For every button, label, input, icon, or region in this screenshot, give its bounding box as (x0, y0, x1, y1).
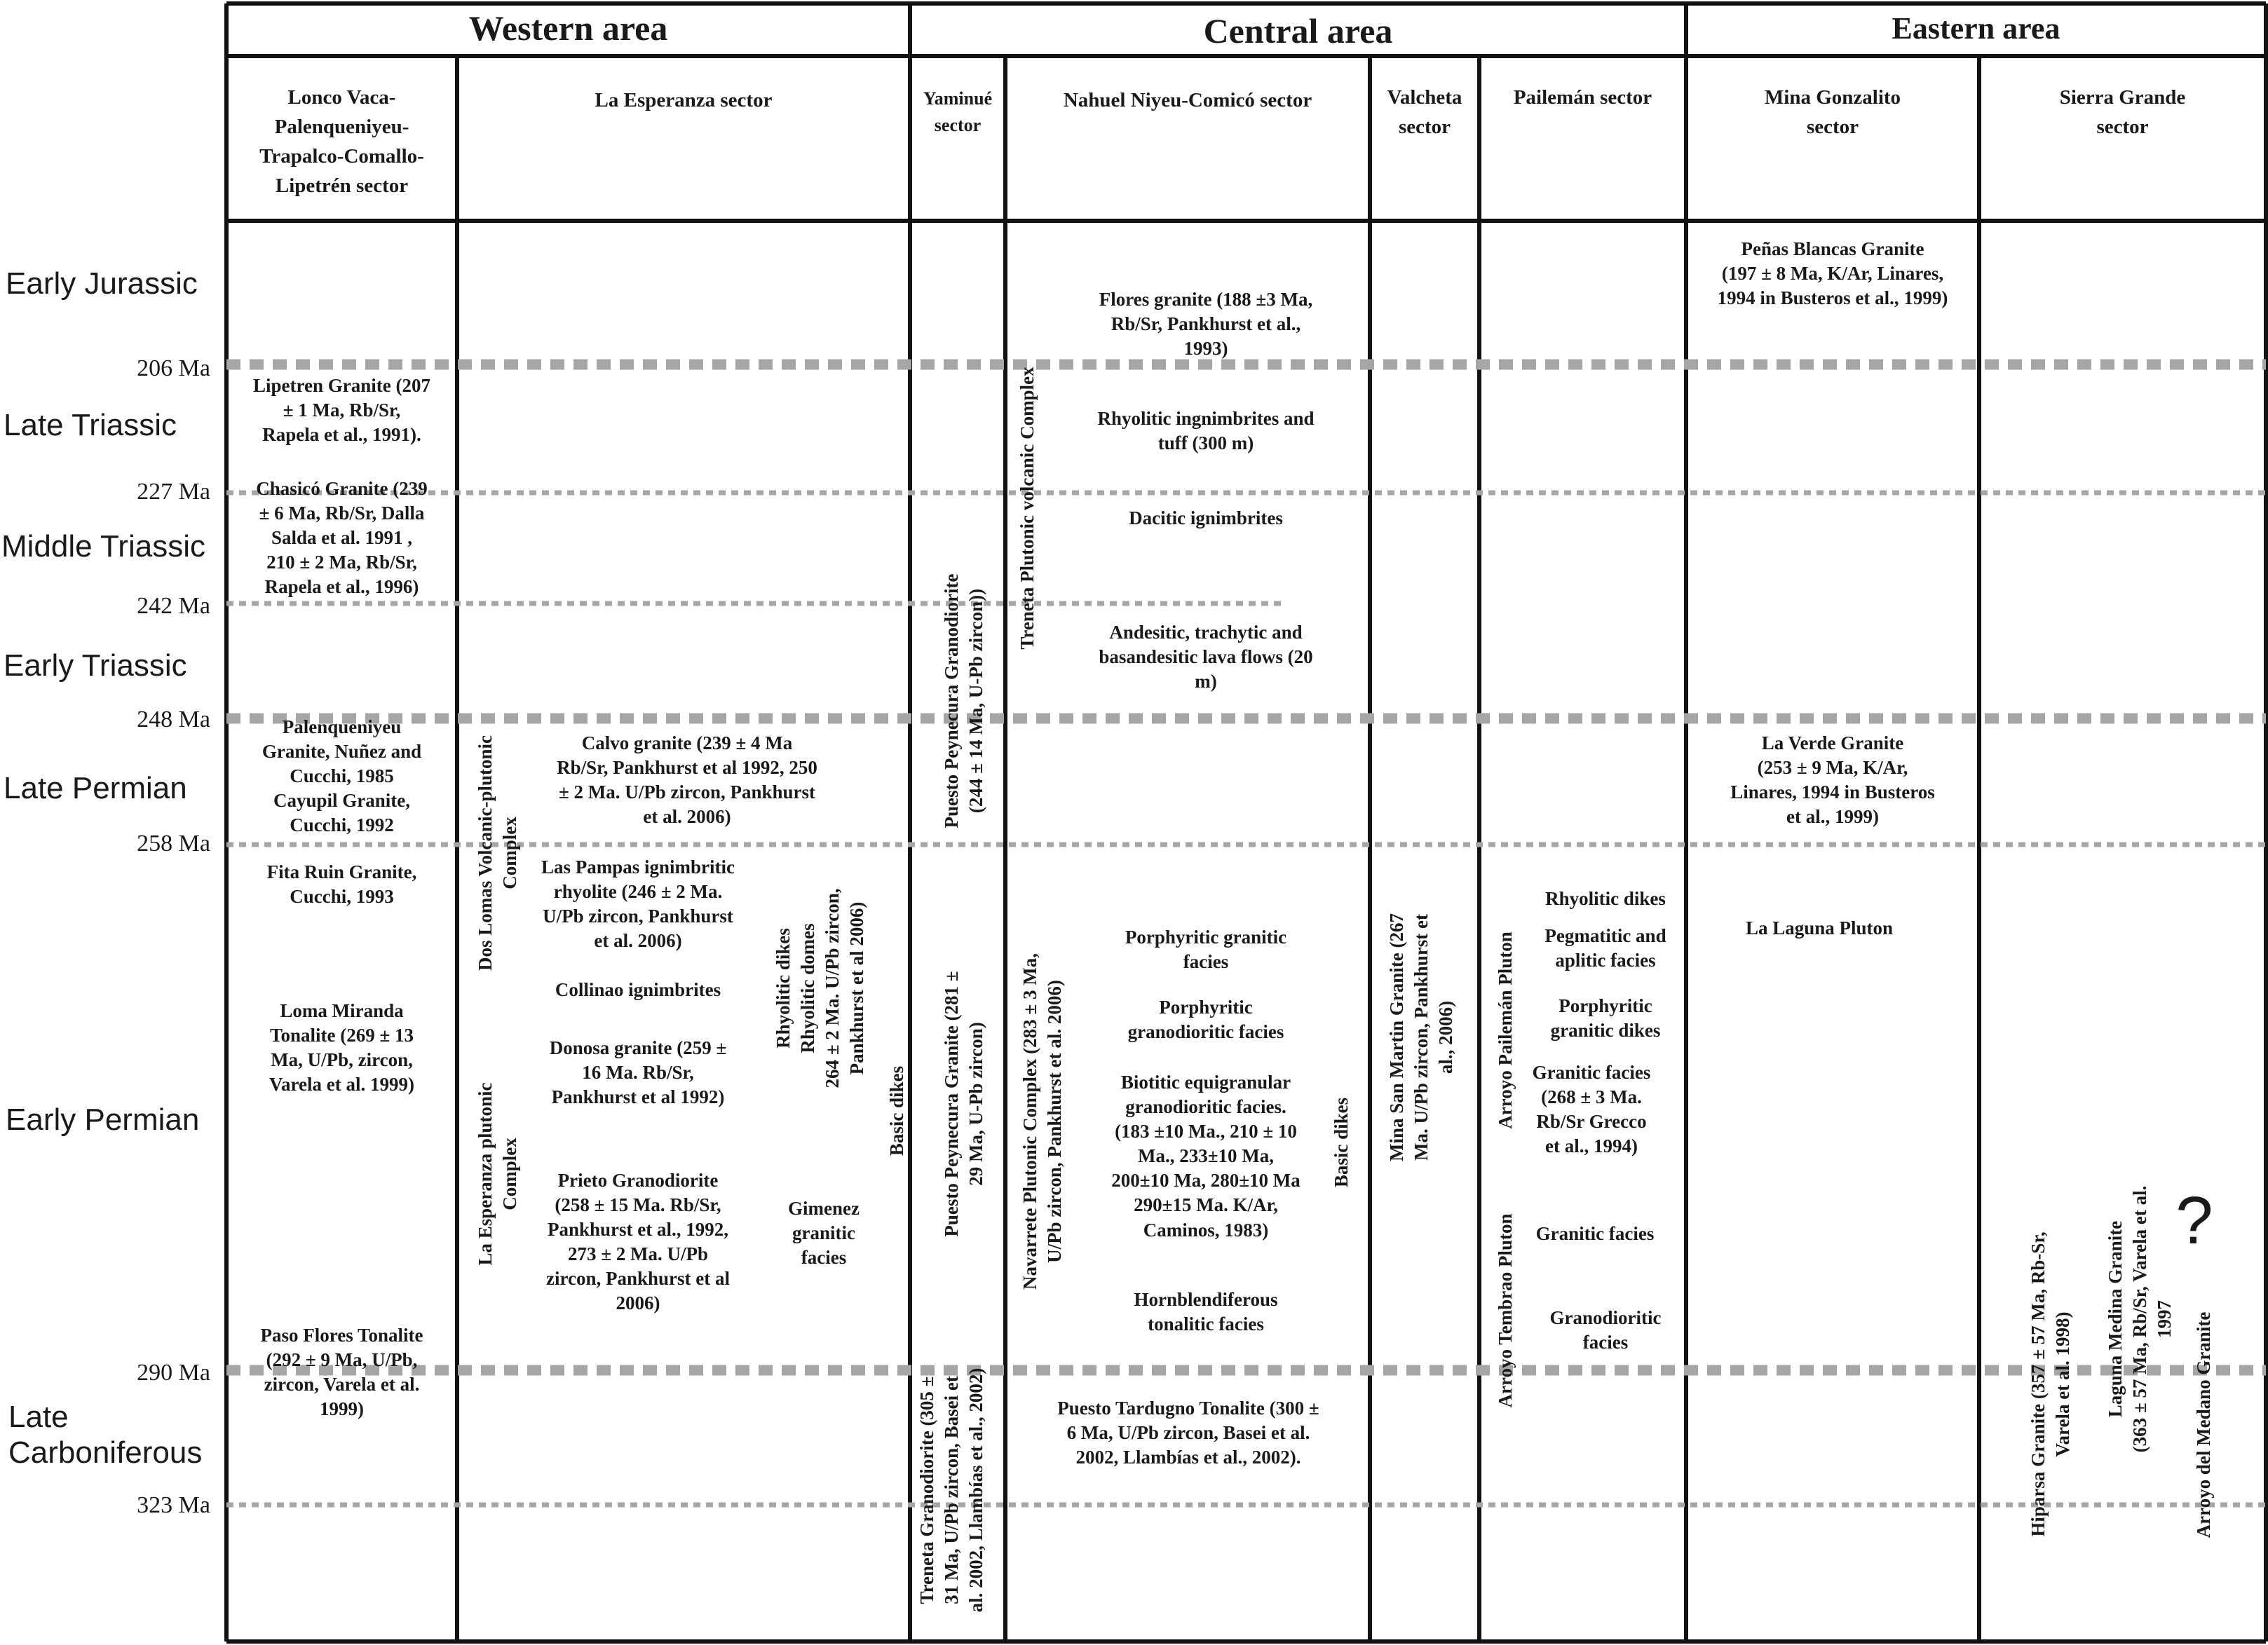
unit-calvo-granite: Calvo granite (239 ± 4 Ma Rb/Sr, Pankhurst et al 1992, 250 ± 2 Ma. U/Pb zircon, Pankhurst et al. 2006) (557, 732, 817, 828)
unit-laguna-medina-granite: Laguna Medina Granite (363 ± 57 Ma, Rb/Sr, Varela et al. 1997 (2105, 1185, 2175, 1453)
unit-las-pampas-rhyolite: Las Pampas ignimbritic rhyolite (246 ± 2 Ma. U/Pb zircon, Pankhurst et al. 2006) (541, 856, 735, 952)
unit-treneta-plutonic-volcanic-complex: Treneta Plutonic volcanic Complex (1017, 367, 1038, 650)
unit-pegmatitic-aplitic-facies: Pegmatitic and aplitic facies (1544, 925, 1666, 971)
age-label-242: 242 Ma (137, 593, 210, 619)
area-header-western: Western area (468, 8, 668, 48)
sector-header-sierra-grande: Sierra Grande sector (2059, 86, 2186, 139)
age-label-206: 206 Ma (137, 355, 210, 381)
unit-hornblendiferous-tonalitic-facies: Hornblendiferous tonalitic facies (1134, 1289, 1278, 1335)
unit-dos-lomas-complex: Dos Lomas Volcanic-plutonic Complex (475, 735, 521, 971)
unit-la-laguna-pluton: La Laguna Pluton (1745, 917, 1894, 938)
unit-granodioritic-facies: Granodioritic facies (1549, 1307, 1662, 1353)
unit-collinao-ignimbrites: Collinao ignimbrites (555, 979, 721, 1000)
sector-header-nahuel-niyeu: Nahuel Niyeu-Comicó sector (1063, 89, 1312, 111)
sector-header-yaminue: Yaminué sector (923, 88, 993, 135)
unit-puesto-peynecura-granodiorite: Puesto Peynecura Granodiorite (244 ± 14 Ma, U-Pb zircon)) (941, 573, 987, 828)
period-early-jurassic: Early Jurassic (6, 266, 198, 301)
sector-header-mina-gonzalito: Mina Gonzalito sector (1764, 86, 1901, 139)
unit-la-verde-granite: La Verde Granite (253 ± 9 Ma, K/Ar, Linares, 1994 in Busteros et al., 1999) (1730, 732, 1935, 828)
unit-arroyo-pailleman-pluton: Arroyo Pailemán Pluton (1495, 931, 1516, 1129)
age-label-227: 227 Ma (137, 479, 210, 505)
unit-puesto-tardugno-tonalite: Puesto Tardugno Tonalite (300 ± 6 Ma, U/Pb zircon, Basei et al. 2002, Llambías et al., 2002). (1057, 1398, 1319, 1468)
period-late-permian: Late Permian (4, 771, 187, 805)
period-middle-triassic: Middle Triassic (1, 529, 205, 564)
unit-rhyolitic-ignimbrites: Rhyolitic ingnimbrites and tuff (300 m) (1097, 408, 1315, 454)
age-label-248: 248 Ma (137, 707, 210, 732)
period-early-triassic: Early Triassic (4, 648, 187, 683)
unit-prieto-granodiorite: Prieto Granodiorite (258 ± 15 Ma. Rb/Sr, Pankhurst et al., 1992, 273 ± 2 Ma. U/Pb zircon, Pankhurst et al 2006) (546, 1170, 730, 1314)
unknown-age-question-mark: ? (2175, 1183, 2213, 1258)
unit-chasico-granite: Chasicó Granite (239 ± 6 Ma, Rb/Sr, Dalla Salda et al. 1991 , 210 ± 2 Ma, Rb/Sr, Rapela et al., 1996) (256, 478, 428, 598)
age-label-258: 258 Ma (137, 831, 210, 856)
unit-basic-dikes-west: Basic dikes (886, 1065, 907, 1156)
area-header-central: Central area (1203, 11, 1393, 50)
unit-porphyritic-granitic-dikes: Porphyritic granitic dikes (1550, 995, 1661, 1042)
age-label-290: 290 Ma (137, 1360, 210, 1386)
unit-rhyolitic-dikes: Rhyolitic dikes (1545, 888, 1666, 909)
age-label-323: 323 Ma (137, 1492, 210, 1518)
unit-biotitic-granodioritic-facies: Biotitic equigranular granodioritic facies. (183 ±10 Ma., 210 ± 10 Ma., 233±10 Ma, 200±10 Ma, 280±10 Ma 290±15 Ma. K/Ar, Caminos, 1983) (1111, 1072, 1301, 1241)
unit-dacitic-ignimbrites: Dacitic ignimbrites (1129, 507, 1283, 528)
unit-flores-granite: Flores granite (188 ±3 Ma, Rb/Sr, Pankhurst et al., 1993) (1099, 289, 1313, 360)
unit-granitic-facies: Granitic facies (1535, 1223, 1655, 1244)
unit-penas-blancas-granite: Peñas Blancas Granite (197 ± 8 Ma, K/Ar, Linares, 1994 in Busteros et al., 1999) (1717, 238, 1948, 309)
unit-porphyritic-granodioritic-facies: Porphyritic granodioritic facies (1127, 997, 1284, 1043)
unit-puesto-peynecura-granite: Puesto Peynecura Granite (281 ± 29 Ma, U-Pb zircon) (941, 971, 987, 1237)
unit-navarrete-plutonic-complex: Navarrete Plutonic Complex (283 ± 3 Ma, U/Pb zircon, Pankhurst et al. 2006) (1019, 953, 1066, 1290)
unit-andesitic-lava-flows: Andesitic, trachytic and basandesitic lava flows (20 m) (1099, 622, 1313, 692)
unit-rhyolitic-dikes-domes: Rhyolitic dikes Rhyolitic domes 264 ± 2 Ma. U/Pb zircon, Pankhurst et al 2006) (773, 888, 868, 1088)
unit-arroyo-tembrao-pluton: Arroyo Tembrao Pluton (1495, 1213, 1516, 1408)
unit-lipetren-granite: Lipetren Granite (207 ± 1 Ma, Rb/Sr, Rapela et al., 1991). (253, 375, 430, 446)
sector-header-valcheta: Valcheta sector (1387, 86, 1462, 139)
unit-granitic-facies-268: Granitic facies (268 ± 3 Ma. Rb/Sr Grecco et al., 1994) (1532, 1062, 1651, 1157)
area-header-eastern: Eastern area (1892, 11, 2060, 46)
unit-palenqueniyeu-granite: Palenqueniyeu Granite, Nuñez and Cucchi, 1985 Cayupil Granite, Cucchi, 1992 (262, 716, 422, 836)
unit-mina-san-martin-granite: Mina San Martin Granite (267 Ma. U/Pb zircon, Pankhurst et al., 2006) (1386, 913, 1457, 1161)
sector-header-la-esperanza: La Esperanza sector (595, 89, 773, 111)
unit-arroyo-del-medano-granite: Arroyo del Medano Granite (2193, 1311, 2214, 1538)
unit-fita-ruin-granite: Fita Ruin Granite, Cucchi, 1993 (266, 861, 417, 908)
unit-donosa-granite: Donosa granite (259 ± 16 Ma. Rb/Sr, Pankhurst et al 1992) (549, 1037, 727, 1108)
unit-paso-flores-tonalite: Paso Flores Tonalite (292 ± 9 Ma, U/Pb, zircon, Varela et al. 1999) (260, 1325, 423, 1420)
period-late-triassic: Late Triassic (4, 408, 177, 442)
period-late-carboniferous: Late Carboniferous (8, 1400, 203, 1470)
unit-treneta-granodiorite: Treneta Granodiorite (305 ± 31 Ma, U/Pb zircon, Basei et al. 2002, Llambías et al., 2002) (916, 1367, 987, 1613)
unit-la-esperanza-plutonic-complex: La Esperanza plutonic Complex (475, 1082, 521, 1266)
unit-porphyritic-granitic-facies: Porphyritic granitic facies (1125, 927, 1287, 973)
unit-loma-miranda-tonalite: Loma Miranda Tonalite (269 ± 13 Ma, U/Pb, zircon, Varela et al. 1999) (269, 1000, 414, 1095)
sector-header-pailleman: Pailemán sector (1513, 86, 1652, 109)
unit-basic-dikes-central: Basic dikes (1331, 1097, 1352, 1188)
unit-gimenez-granitic-facies: Gimenez granitic facies (788, 1198, 860, 1269)
unit-hiparsa-granite: Hiparsa Granite (357 ± 57 Ma, Rb-Sr, Varela et al. 1998) (2028, 1231, 2074, 1537)
period-early-permian: Early Permian (6, 1103, 200, 1137)
sector-header-lonco-vaca: Lonco Vaca- Palenqueniyeu- Trapalco-Comallo- Lipetrén sector (259, 86, 424, 198)
